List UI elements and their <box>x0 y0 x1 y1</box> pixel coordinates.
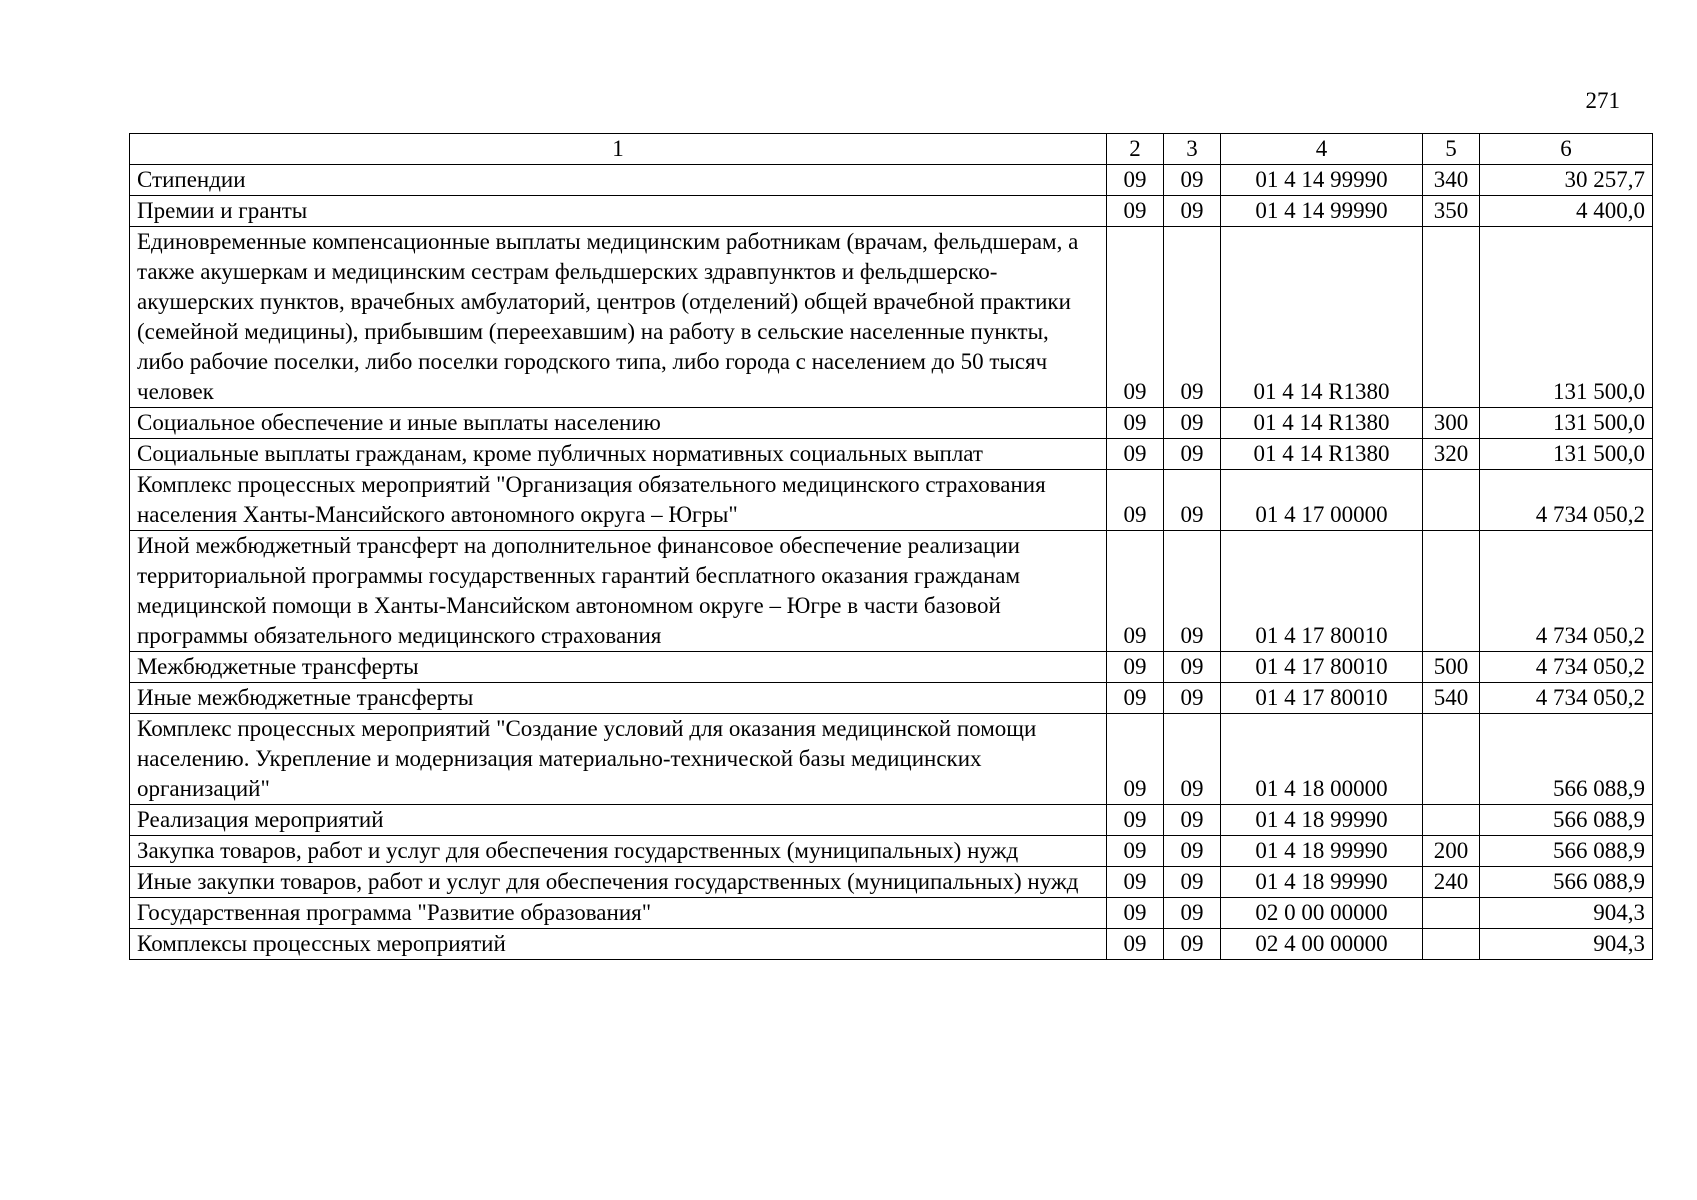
row-name: Единовременные компенсационные выплаты медицинским работникам (врачам, фельдшерам, а также акушеркам и медицинским сестрам фельдшерских здравпунктов и фельдшерско-акушерских пунктов, врачебных амбулаторий, центров (отделений) общей врачебной практики (семейной медицины), прибывшим (переехавшим) на работу в сельские населенные пункты, либо рабочие поселки, либо поселки городского типа, либо города с населением до 50 тысяч человек <box>130 227 1107 408</box>
row-subsection: 09 <box>1164 929 1221 960</box>
row-expense-type: 340 <box>1423 165 1480 196</box>
row-subsection: 09 <box>1164 714 1221 805</box>
row-target-code: 01 4 18 99990 <box>1221 805 1423 836</box>
row-subsection: 09 <box>1164 408 1221 439</box>
table-row <box>130 531 1653 652</box>
row-target-code: 01 4 17 00000 <box>1221 470 1423 531</box>
row-subsection: 09 <box>1164 683 1221 714</box>
row-name: Закупка товаров, работ и услуг для обеспечения государственных (муниципальных) нужд <box>130 836 1107 867</box>
row-subsection: 09 <box>1164 470 1221 531</box>
row-target-code: 01 4 14 R1380 <box>1221 439 1423 470</box>
row-expense-type <box>1423 898 1480 929</box>
header-col-6: 6 <box>1480 134 1653 165</box>
row-expense-type <box>1423 805 1480 836</box>
header-col-5: 5 <box>1423 134 1480 165</box>
row-name: Межбюджетные трансферты <box>130 652 1107 683</box>
row-name: Комплексы процессных мероприятий <box>130 929 1107 960</box>
row-section: 09 <box>1107 470 1164 531</box>
row-section: 09 <box>1107 867 1164 898</box>
header-row <box>130 134 1653 165</box>
row-target-code: 01 4 14 R1380 <box>1221 408 1423 439</box>
row-name: Комплекс процессных мероприятий "Организация обязательного медицинского страхования населения Ханты-Мансийского автономного округа – Югры" <box>130 470 1107 531</box>
table-row <box>130 929 1653 960</box>
row-section: 09 <box>1107 805 1164 836</box>
page-number: 271 <box>1585 88 1620 113</box>
row-expense-type: 350 <box>1423 196 1480 227</box>
row-name: Иные закупки товаров, работ и услуг для обеспечения государственных (муниципальных) нужд <box>130 867 1107 898</box>
row-sum: 131 500,0 <box>1480 439 1653 470</box>
row-section: 09 <box>1107 227 1164 408</box>
row-name: Реализация мероприятий <box>130 805 1107 836</box>
row-name: Социальные выплаты гражданам, кроме публичных нормативных социальных выплат <box>130 439 1107 470</box>
row-subsection: 09 <box>1164 867 1221 898</box>
row-target-code: 01 4 17 80010 <box>1221 531 1423 652</box>
row-subsection: 09 <box>1164 805 1221 836</box>
row-expense-type: 300 <box>1423 408 1480 439</box>
row-subsection: 09 <box>1164 165 1221 196</box>
table-row <box>130 805 1653 836</box>
header-col-1: 1 <box>130 134 1107 165</box>
row-name: Социальное обеспечение и иные выплаты населению <box>130 408 1107 439</box>
row-target-code: 01 4 17 80010 <box>1221 652 1423 683</box>
row-sum: 4 734 050,2 <box>1480 470 1653 531</box>
row-name: Иной межбюджетный трансферт на дополнительное финансовое обеспечение реализации территориальной программы государственных гарантий бесплатного оказания гражданам медицинской помощи в Ханты-Мансийском автономном округе – Югре в части базовой программы обязательного медицинского страхования <box>130 531 1107 652</box>
row-subsection: 09 <box>1164 531 1221 652</box>
row-section: 09 <box>1107 714 1164 805</box>
row-expense-type <box>1423 470 1480 531</box>
row-expense-type <box>1423 929 1480 960</box>
table-row <box>130 470 1653 531</box>
row-sum: 566 088,9 <box>1480 836 1653 867</box>
row-target-code: 02 0 00 00000 <box>1221 898 1423 929</box>
row-target-code: 01 4 17 80010 <box>1221 683 1423 714</box>
row-subsection: 09 <box>1164 898 1221 929</box>
row-name: Премии и гранты <box>130 196 1107 227</box>
row-section: 09 <box>1107 683 1164 714</box>
row-sum: 4 734 050,2 <box>1480 652 1653 683</box>
budget-table <box>129 133 1653 960</box>
table-body <box>130 165 1653 960</box>
row-expense-type: 540 <box>1423 683 1480 714</box>
table-row <box>130 165 1653 196</box>
row-sum: 4 400,0 <box>1480 196 1653 227</box>
table-row <box>130 836 1653 867</box>
row-sum: 30 257,7 <box>1480 165 1653 196</box>
row-sum: 904,3 <box>1480 929 1653 960</box>
row-sum: 4 734 050,2 <box>1480 683 1653 714</box>
row-expense-type <box>1423 531 1480 652</box>
row-target-code: 01 4 14 R1380 <box>1221 227 1423 408</box>
table-row <box>130 227 1653 408</box>
row-expense-type: 500 <box>1423 652 1480 683</box>
row-expense-type <box>1423 227 1480 408</box>
table-row <box>130 867 1653 898</box>
row-subsection: 09 <box>1164 227 1221 408</box>
row-section: 09 <box>1107 652 1164 683</box>
row-subsection: 09 <box>1164 652 1221 683</box>
row-section: 09 <box>1107 898 1164 929</box>
row-subsection: 09 <box>1164 196 1221 227</box>
row-sum: 566 088,9 <box>1480 867 1653 898</box>
row-subsection: 09 <box>1164 439 1221 470</box>
row-name: Комплекс процессных мероприятий "Создание условий для оказания медицинской помощи населению. Укрепление и модернизация материально-технической базы медицинских организаций" <box>130 714 1107 805</box>
table-row <box>130 439 1653 470</box>
table-row <box>130 714 1653 805</box>
row-target-code: 01 4 14 99990 <box>1221 165 1423 196</box>
row-name: Стипендии <box>130 165 1107 196</box>
table-row <box>130 898 1653 929</box>
row-section: 09 <box>1107 929 1164 960</box>
row-target-code: 01 4 18 99990 <box>1221 836 1423 867</box>
row-target-code: 01 4 18 99990 <box>1221 867 1423 898</box>
header-col-3: 3 <box>1164 134 1221 165</box>
row-section: 09 <box>1107 408 1164 439</box>
table-header <box>130 134 1653 165</box>
row-target-code: 01 4 14 99990 <box>1221 196 1423 227</box>
row-section: 09 <box>1107 531 1164 652</box>
row-sum: 131 500,0 <box>1480 408 1653 439</box>
row-section: 09 <box>1107 165 1164 196</box>
row-expense-type: 240 <box>1423 867 1480 898</box>
row-expense-type <box>1423 714 1480 805</box>
row-name: Государственная программа "Развитие образования" <box>130 898 1107 929</box>
header-col-4: 4 <box>1221 134 1423 165</box>
row-sum: 904,3 <box>1480 898 1653 929</box>
header-col-2: 2 <box>1107 134 1164 165</box>
table-row <box>130 196 1653 227</box>
row-section: 09 <box>1107 196 1164 227</box>
row-sum: 131 500,0 <box>1480 227 1653 408</box>
table-row <box>130 652 1653 683</box>
row-sum: 4 734 050,2 <box>1480 531 1653 652</box>
row-section: 09 <box>1107 439 1164 470</box>
row-section: 09 <box>1107 836 1164 867</box>
row-target-code: 02 4 00 00000 <box>1221 929 1423 960</box>
row-subsection: 09 <box>1164 836 1221 867</box>
row-sum: 566 088,9 <box>1480 805 1653 836</box>
row-name: Иные межбюджетные трансферты <box>130 683 1107 714</box>
row-target-code: 01 4 18 00000 <box>1221 714 1423 805</box>
row-expense-type: 200 <box>1423 836 1480 867</box>
row-sum: 566 088,9 <box>1480 714 1653 805</box>
table-row <box>130 683 1653 714</box>
row-expense-type: 320 <box>1423 439 1480 470</box>
table-row <box>130 408 1653 439</box>
